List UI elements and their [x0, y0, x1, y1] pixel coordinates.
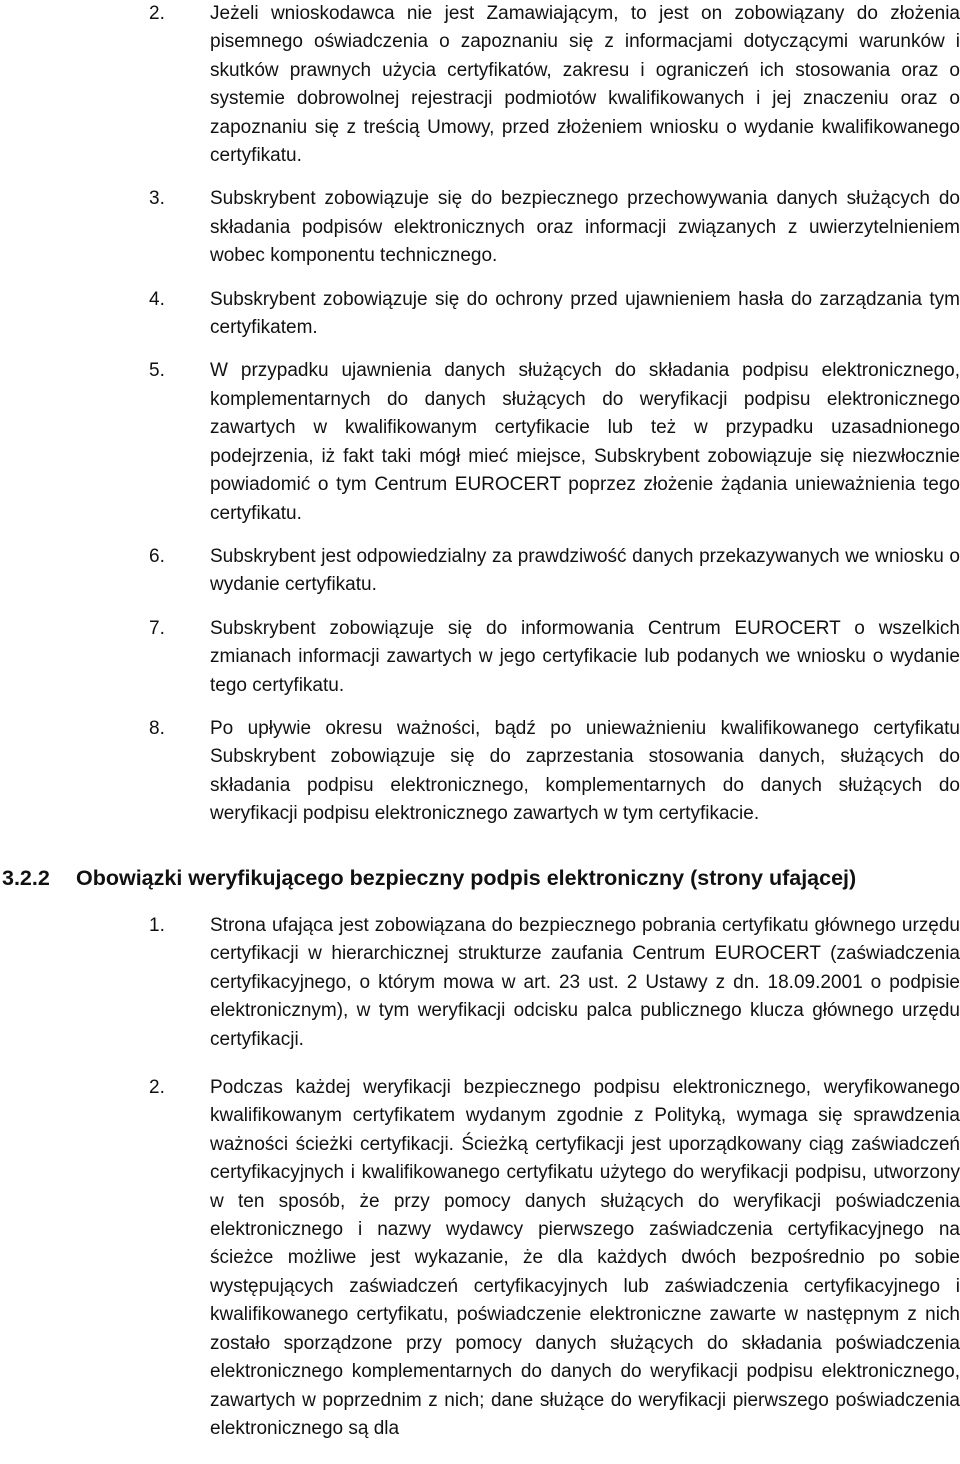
item-text: Jeżeli wnioskodawca nie jest Zamawiającym, to jest on zobowiązany do złożenia pisemnego oświadczenia o zapoznaniu się z informacjami dotyczącymi warunków i skutków prawnych użycia certyfikatów, zakresu i ograniczeń ich stosowania oraz o systemie dobrowolnej rejestracji podmiotów kwalifikowanych i jej znaczeniu oraz o zapoznaniu się z treścią Umowy, przed złożeniem wniosku o wydanie kwalifikowanego certyfikatu. [210, 3, 960, 167]
item-text: Po upływie okresu ważności, bądź po unieważnieniu kwalifikowanego certyfikatu Subskrybent zobowiązuje się do zaprzestania stosowania danych, służących do składania podpisu elektronicznego, komplementarnych do danych służących do weryfikacji podpisu elektronicznego zawartych w tym certyfikacie. [210, 717, 960, 825]
list-item [0, 715, 960, 829]
list-item [0, 286, 960, 343]
section-heading [2, 866, 960, 891]
item-number: 2. [149, 3, 165, 24]
list-item [0, 1074, 960, 1443]
item-number: 3. [149, 188, 165, 210]
item-text: W przypadku ujawnienia danych służących do składania podpisu elektronicznego, komplementarnych do danych służących do weryfikacji podpisu elektronicznego zawartych w kwalifikowanym certyfikacie lub też w przypadku uzasadnionego podejrzenia, iż fakt taki mógł mieć miejsce, Subskrybent zobowiązuje się niezwłocznie powiadomić o tym Centrum EUROCERT poprzez złożenie żądania unieważnienia tego certyfikatu. [210, 360, 960, 524]
item-number: 2. [149, 1077, 165, 1099]
item-text: Podczas każdej weryfikacji bezpiecznego podpisu elektronicznego, weryfikowanego kwalifikowanym certyfikatem wydanym zgodnie z Polityką, wymaga się sprawdzenia ważności ścieżki certyfikacji. Ścieżką certyfikacji jest uporządkowany ciąg zaświadczeń certyfikacyjnych i kwalifikowanego certyfikatu użytego do weryfikacji podpisu, utworzony w ten sposób, że przy pomocy danych służących do weryfikacji poświadczenia elektronicznego i nazwy wydawcy pierwszego zaświadczenia certyfikacyjnego na ścieżce możliwe jest wykazanie, że dla każdych dwóch bezpośrednio po sobie występujących zaświadczeń certyfikacyjnych lub zaświadczenia certyfikacyjnego i kwalifikowanego certyfikatu, poświadczenie elektroniczne zawarte w następnym z nich zostało sporządzone przy pomocy danych służących do składania poświadczenia elektronicznego komplementarnych do danych do weryfikacji podpisu elektronicznego, zawartych w poprzednim z nich; dane służące do weryfikacji pierwszego poświadczenia elektronicznego są dla [210, 1077, 960, 1439]
list-item [0, 185, 960, 270]
section-title: Obowiązki weryfikującego bezpieczny podpis elektroniczny (strony ufającej) [76, 866, 857, 890]
list-item [0, 543, 960, 600]
list-item [0, 615, 960, 700]
item-number: 8. [149, 717, 165, 739]
item-number: 1. [149, 915, 165, 936]
section-number: 3.2.2 [2, 866, 50, 890]
item-number: 7. [149, 617, 165, 639]
list-item [0, 357, 960, 527]
list-item [0, 912, 960, 1054]
item-number: 4. [149, 288, 165, 310]
item-number: 5. [149, 360, 165, 382]
item-text: Subskrybent zobowiązuje się do ochrony przed ujawnieniem hasła do zarządzania tym certyfikatem. [210, 288, 960, 339]
item-text: Subskrybent zobowiązuje się do bezpiecznego przechowywania danych służących do składania podpisów elektronicznych oraz informacji związanych z uwierzytelnieniem wobec komponentu technicznego. [210, 188, 960, 267]
item-text: Strona ufająca jest zobowiązana do bezpiecznego pobrania certyfikatu głównego urzędu certyfikacji w hierarchicznej strukturze zaufania Centrum EUROCERT (zaświadczenia certyfikacyjnego, o którym mowa w art. 23 ust. 2 Ustawy z dn. 18.09.2001 o podpisie elektronicznym), w tym weryfikacji odcisku palca publicznego klucza głównego urzędu certyfikacji. [210, 915, 960, 1050]
list-item [0, 0, 960, 170]
item-number: 6. [149, 545, 165, 567]
item-text: Subskrybent zobowiązuje się do informowania Centrum EUROCERT o wszelkich zmianach informacji zawartych w jego certyfikacie lub podanych we wniosku o wydanie tego certyfikatu. [210, 617, 960, 696]
obligations-list-relying-party [0, 912, 960, 1443]
item-text: Subskrybent jest odpowiedzialny za prawdziwość danych przekazywanych we wniosku o wydanie certyfikatu. [210, 545, 960, 596]
